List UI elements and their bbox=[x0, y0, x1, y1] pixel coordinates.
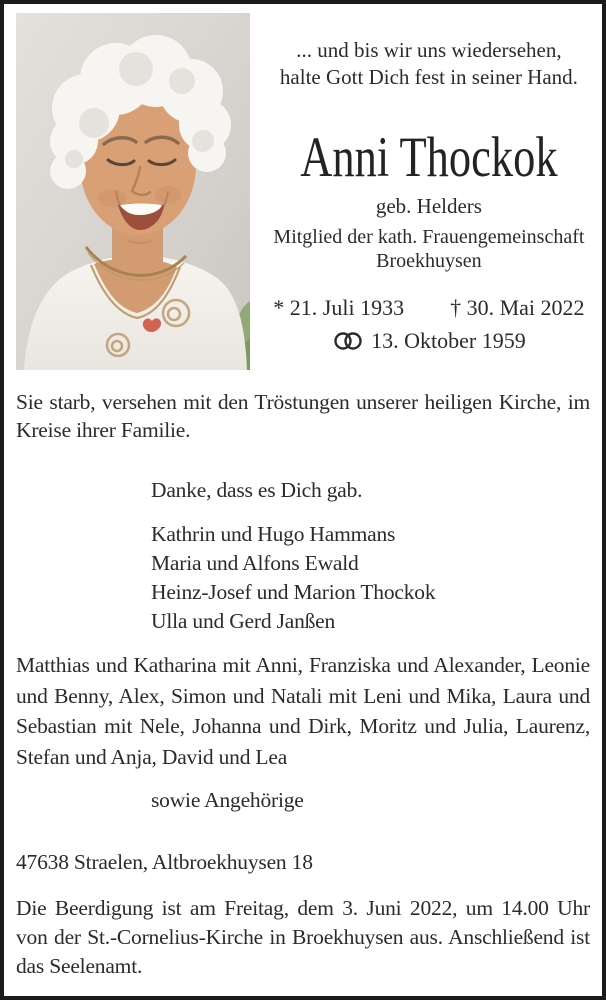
deceased-name: Anni Thockok bbox=[300, 126, 558, 189]
marriage-date-row bbox=[332, 328, 526, 354]
marriage-rings-icon bbox=[332, 331, 364, 351]
farewell-quote bbox=[280, 37, 578, 91]
farewell-quote-line1: ... und bis wir uns wiedersehen, bbox=[296, 38, 562, 62]
announcement-header bbox=[250, 13, 594, 370]
grandchildren-paragraph: Matthias und Katharina mit Anni, Franziska und Alexander, Leonie und Benny, Alex, Simon und Natali mit Leni und Mika, Laura und Sebastian mit Nele, Johanna und Dirk, Moritz und Julia, Laurenz, Stefan und Anja, David und Lea bbox=[16, 653, 590, 769]
mourner-item: Heinz-Josef und Marion Thockok bbox=[151, 580, 436, 604]
portrait-illustration bbox=[16, 13, 250, 370]
mourner-item: Kathrin und Hugo Hammans bbox=[151, 522, 396, 546]
maiden-name: geb. Helders bbox=[375, 194, 482, 218]
mourners-list bbox=[16, 520, 590, 636]
membership-line1: Mitglied der kath. Frauengemeinschaft bbox=[273, 226, 585, 248]
marriage-date: 13. Oktober 1959 bbox=[371, 328, 526, 353]
death-date: † 30. Mai 2022 bbox=[450, 295, 585, 320]
funeral-notice: Die Beerdigung ist am Freitag, dem 3. Juni 2022, um 14.00 Uhr von der St.-Cornelius-Kirche in Broekhuysen aus. Anschließend ist das Seelenamt. bbox=[16, 896, 590, 978]
death-statement: Sie starb, versehen mit den Tröstungen unserer heiligen Kirche, im Kreise ihrer Familie. bbox=[16, 390, 590, 442]
mourner-item: Ulla und Gerd Janßen bbox=[151, 609, 336, 633]
birth-date: * 21. Juli 1933 bbox=[273, 295, 405, 320]
top-section bbox=[16, 13, 590, 370]
mourner-item: Maria und Alfons Ewald bbox=[151, 551, 359, 575]
address-line: 47638 Straelen, Altbroekhuysen 18 bbox=[16, 850, 313, 874]
membership-note bbox=[273, 225, 584, 273]
farewell-quote-line2: halte Gott Dich fest in seiner Hand. bbox=[279, 65, 578, 89]
portrait-photo bbox=[16, 13, 250, 370]
relatives-line: sowie Angehörige bbox=[151, 788, 304, 812]
membership-line2: Broekhuysen bbox=[376, 250, 482, 272]
thanks-line: Danke, dass es Dich gab. bbox=[151, 478, 363, 502]
life-dates bbox=[273, 295, 584, 321]
